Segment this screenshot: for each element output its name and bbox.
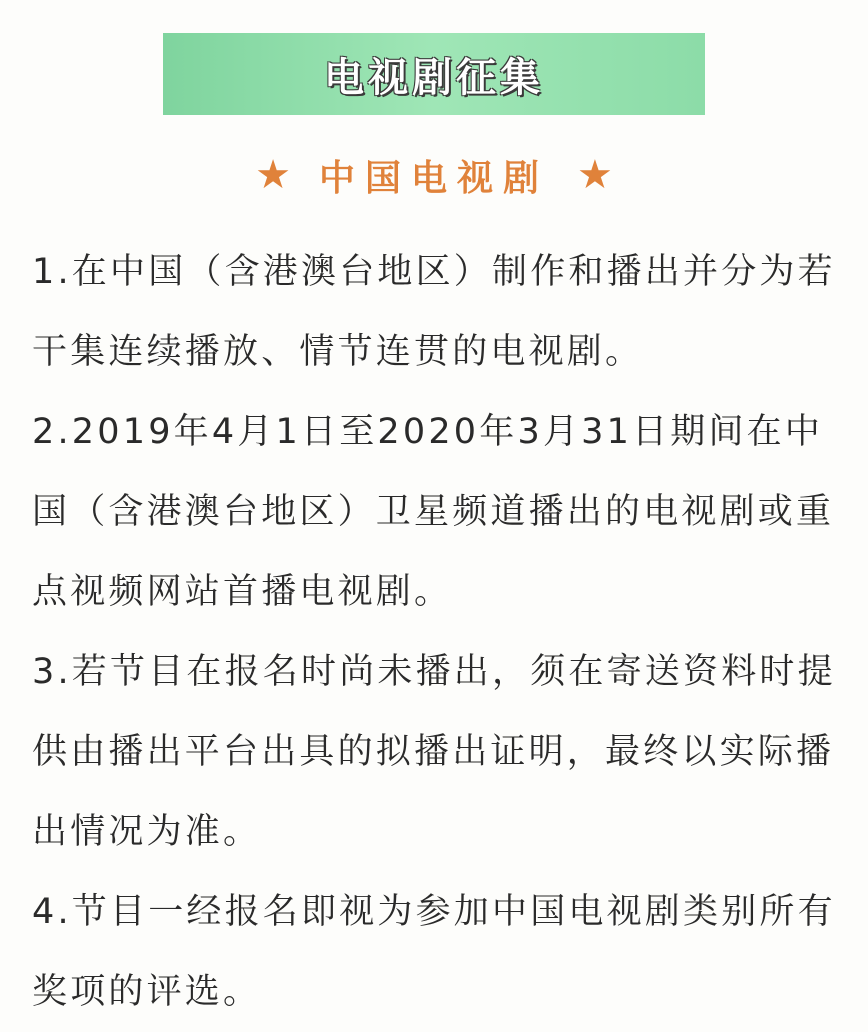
rule-item-4: 4.节目一经报名即视为参加中国电视剧类别所有奖项的评选。 xyxy=(32,892,836,1012)
rule-item-2: 2.2019年4月1日至2020年3月31日期间在中国（含港澳台地区）卫星频道播出的电视剧或重点视频网站首播电视剧。 xyxy=(32,412,835,612)
star-icon: ★ xyxy=(577,152,613,198)
star-icon: ★ xyxy=(255,152,291,198)
rule-item-3: 3.若节目在报名时尚未播出，须在寄送资料时提供由播出平台出具的拟播出证明，最终以实际播出情况为准。 xyxy=(32,652,836,852)
rules-list xyxy=(32,232,842,1032)
section-heading xyxy=(0,145,868,205)
section-heading-text: 中国电视剧 xyxy=(318,157,549,199)
page-title: 电视剧征集 xyxy=(324,54,544,101)
title-banner xyxy=(163,33,705,115)
rule-item-1: 1.在中国（含港澳台地区）制作和播出并分为若干集连续播放、情节连贯的电视剧。 xyxy=(32,252,836,372)
